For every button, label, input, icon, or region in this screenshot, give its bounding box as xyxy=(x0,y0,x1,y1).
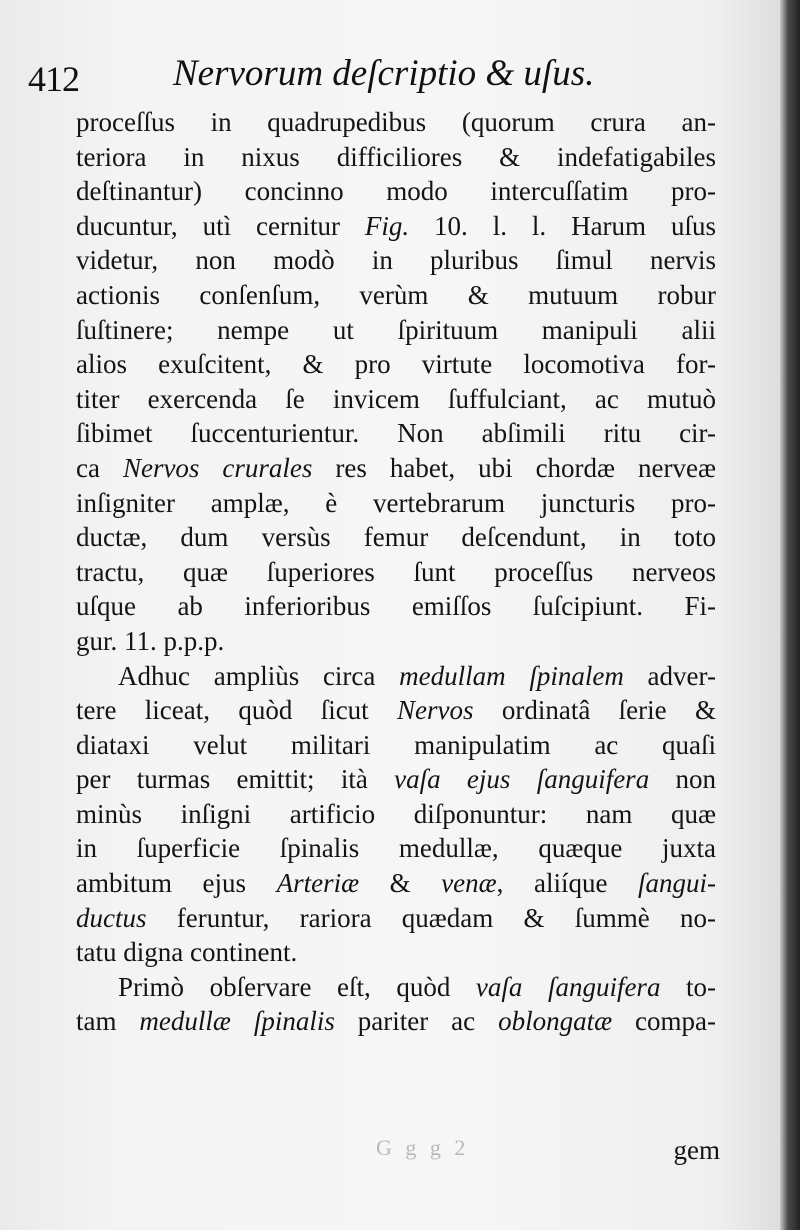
text-segment: to- xyxy=(660,971,717,1002)
page-number: 412 xyxy=(28,59,79,99)
text-segment: tam xyxy=(76,1006,140,1037)
text-line xyxy=(76,555,716,590)
italic-phrase: vaſa ſanguifera xyxy=(475,971,661,1002)
text-line xyxy=(76,520,716,555)
text-segment: titer exercenda ſe invicem ſuffulciant, ac mutuò xyxy=(76,383,716,414)
text-segment: diataxi velut militari manipulatim ac quaſi xyxy=(76,729,716,760)
text-segment: Adhuc ampliùs circa xyxy=(118,660,400,691)
text-line xyxy=(76,866,716,901)
text-line xyxy=(76,313,716,348)
text-line xyxy=(76,693,716,728)
text-line xyxy=(76,416,716,451)
text-line xyxy=(76,797,716,832)
text-segment: teriora in nixus difficiliores & indefatigabiles xyxy=(76,141,716,172)
italic-phrase: ductus xyxy=(76,902,147,933)
body-text xyxy=(76,105,716,1039)
italic-phrase: Nervos crurales xyxy=(122,452,313,483)
text-segment: Primò obſervare eſt, quòd xyxy=(118,971,476,1002)
text-segment: gur. 11. p.p.p. xyxy=(76,625,225,656)
italic-phrase: Arteriæ xyxy=(276,868,360,899)
text-line xyxy=(76,105,716,140)
italic-phrase: medullam ſpinalem xyxy=(399,660,624,691)
text-line xyxy=(76,174,716,209)
text-segment: res habet, ubi chordæ nerveæ xyxy=(312,452,716,483)
text-segment: alios exuſcitent, & pro virtute locomotiva for- xyxy=(76,349,716,380)
text-segment: actionis conſenſum, verùm & mutuum robur xyxy=(76,279,716,310)
text-line xyxy=(76,624,716,659)
text-line xyxy=(76,970,716,1005)
text-segment: videtur, non modò in pluribus ſimul nervis xyxy=(76,245,716,276)
italic-phrase: oblongatæ xyxy=(498,1006,613,1037)
text-segment: compa- xyxy=(612,1006,716,1037)
text-line xyxy=(76,451,716,486)
page-header xyxy=(28,48,748,108)
text-segment: , aliíque xyxy=(496,868,638,899)
text-segment: minùs inſigni artificio diſponuntur: nam quæ xyxy=(76,798,716,829)
text-segment: in ſuperficie ſpinalis medullæ, quæque juxta xyxy=(76,833,716,864)
text-line xyxy=(76,762,716,797)
text-segment: inſigniter amplæ, è vertebrarum juncturis pro- xyxy=(76,487,716,518)
text-segment: per turmas emittit; ità xyxy=(76,764,395,795)
text-line xyxy=(76,486,716,521)
signature-mark: G g g 2 xyxy=(376,1135,470,1160)
text-line xyxy=(76,728,716,763)
text-line xyxy=(76,901,716,936)
text-line xyxy=(76,278,716,313)
text-segment: adver- xyxy=(623,660,716,691)
text-segment: tatu digna continent. xyxy=(76,937,298,968)
text-line xyxy=(76,209,716,244)
text-segment: ambitum ejus xyxy=(76,868,277,899)
text-segment: deſtinantur) concinno modo intercuſſatim pro- xyxy=(76,176,716,207)
text-line xyxy=(76,1004,716,1039)
text-line xyxy=(76,831,716,866)
text-line xyxy=(76,935,716,970)
italic-phrase: Nervos xyxy=(397,695,474,726)
page-edge-shadow xyxy=(780,0,800,1230)
text-segment: ca xyxy=(76,452,123,483)
text-segment: ordinatâ ſerie & xyxy=(473,695,716,726)
text-line xyxy=(76,589,716,624)
text-segment: non xyxy=(649,764,716,795)
italic-phrase: venæ xyxy=(441,868,497,899)
text-segment: & xyxy=(359,868,442,899)
text-segment: ſuſtinere; nempe ut ſpirituum manipuli alii xyxy=(76,314,716,345)
text-segment: ductæ, dum versùs femur deſcendunt, in toto xyxy=(76,522,716,553)
running-title: Nervorum deſcriptio & uſus. xyxy=(173,53,595,94)
text-segment: tere liceat, quòd ſicut xyxy=(76,695,398,726)
italic-phrase: vaſa ejus ſanguifera xyxy=(394,764,650,795)
page-footer xyxy=(76,1135,720,1175)
text-segment: 10. l. l. Harum uſus xyxy=(409,210,716,241)
text-segment: uſque ab inferioribus emiſſos ſuſcipiunt. Fi- xyxy=(76,591,716,622)
text-segment: pariter ac xyxy=(334,1006,499,1037)
text-line xyxy=(76,347,716,382)
italic-phrase: ſangui- xyxy=(637,868,716,899)
catchword: gem xyxy=(673,1135,720,1165)
text-segment: tractu, quæ ſuperiores ſunt proceſſus nerveos xyxy=(76,556,716,587)
italic-phrase: medullæ ſpinalis xyxy=(139,1006,335,1037)
text-line xyxy=(76,659,716,694)
text-segment: proceſſus in quadrupedibus (quorum crura an- xyxy=(76,107,716,137)
text-line xyxy=(76,140,716,175)
italic-phrase: Fig. xyxy=(364,210,410,241)
text-segment: ducuntur, utì cernitur xyxy=(76,210,365,241)
text-segment: feruntur, rariora quædam & ſummè no- xyxy=(146,902,716,933)
text-line xyxy=(76,243,716,278)
text-line xyxy=(76,382,716,417)
text-segment: ſibimet ſuccenturientur. Non abſimili ritu cir- xyxy=(76,418,716,449)
